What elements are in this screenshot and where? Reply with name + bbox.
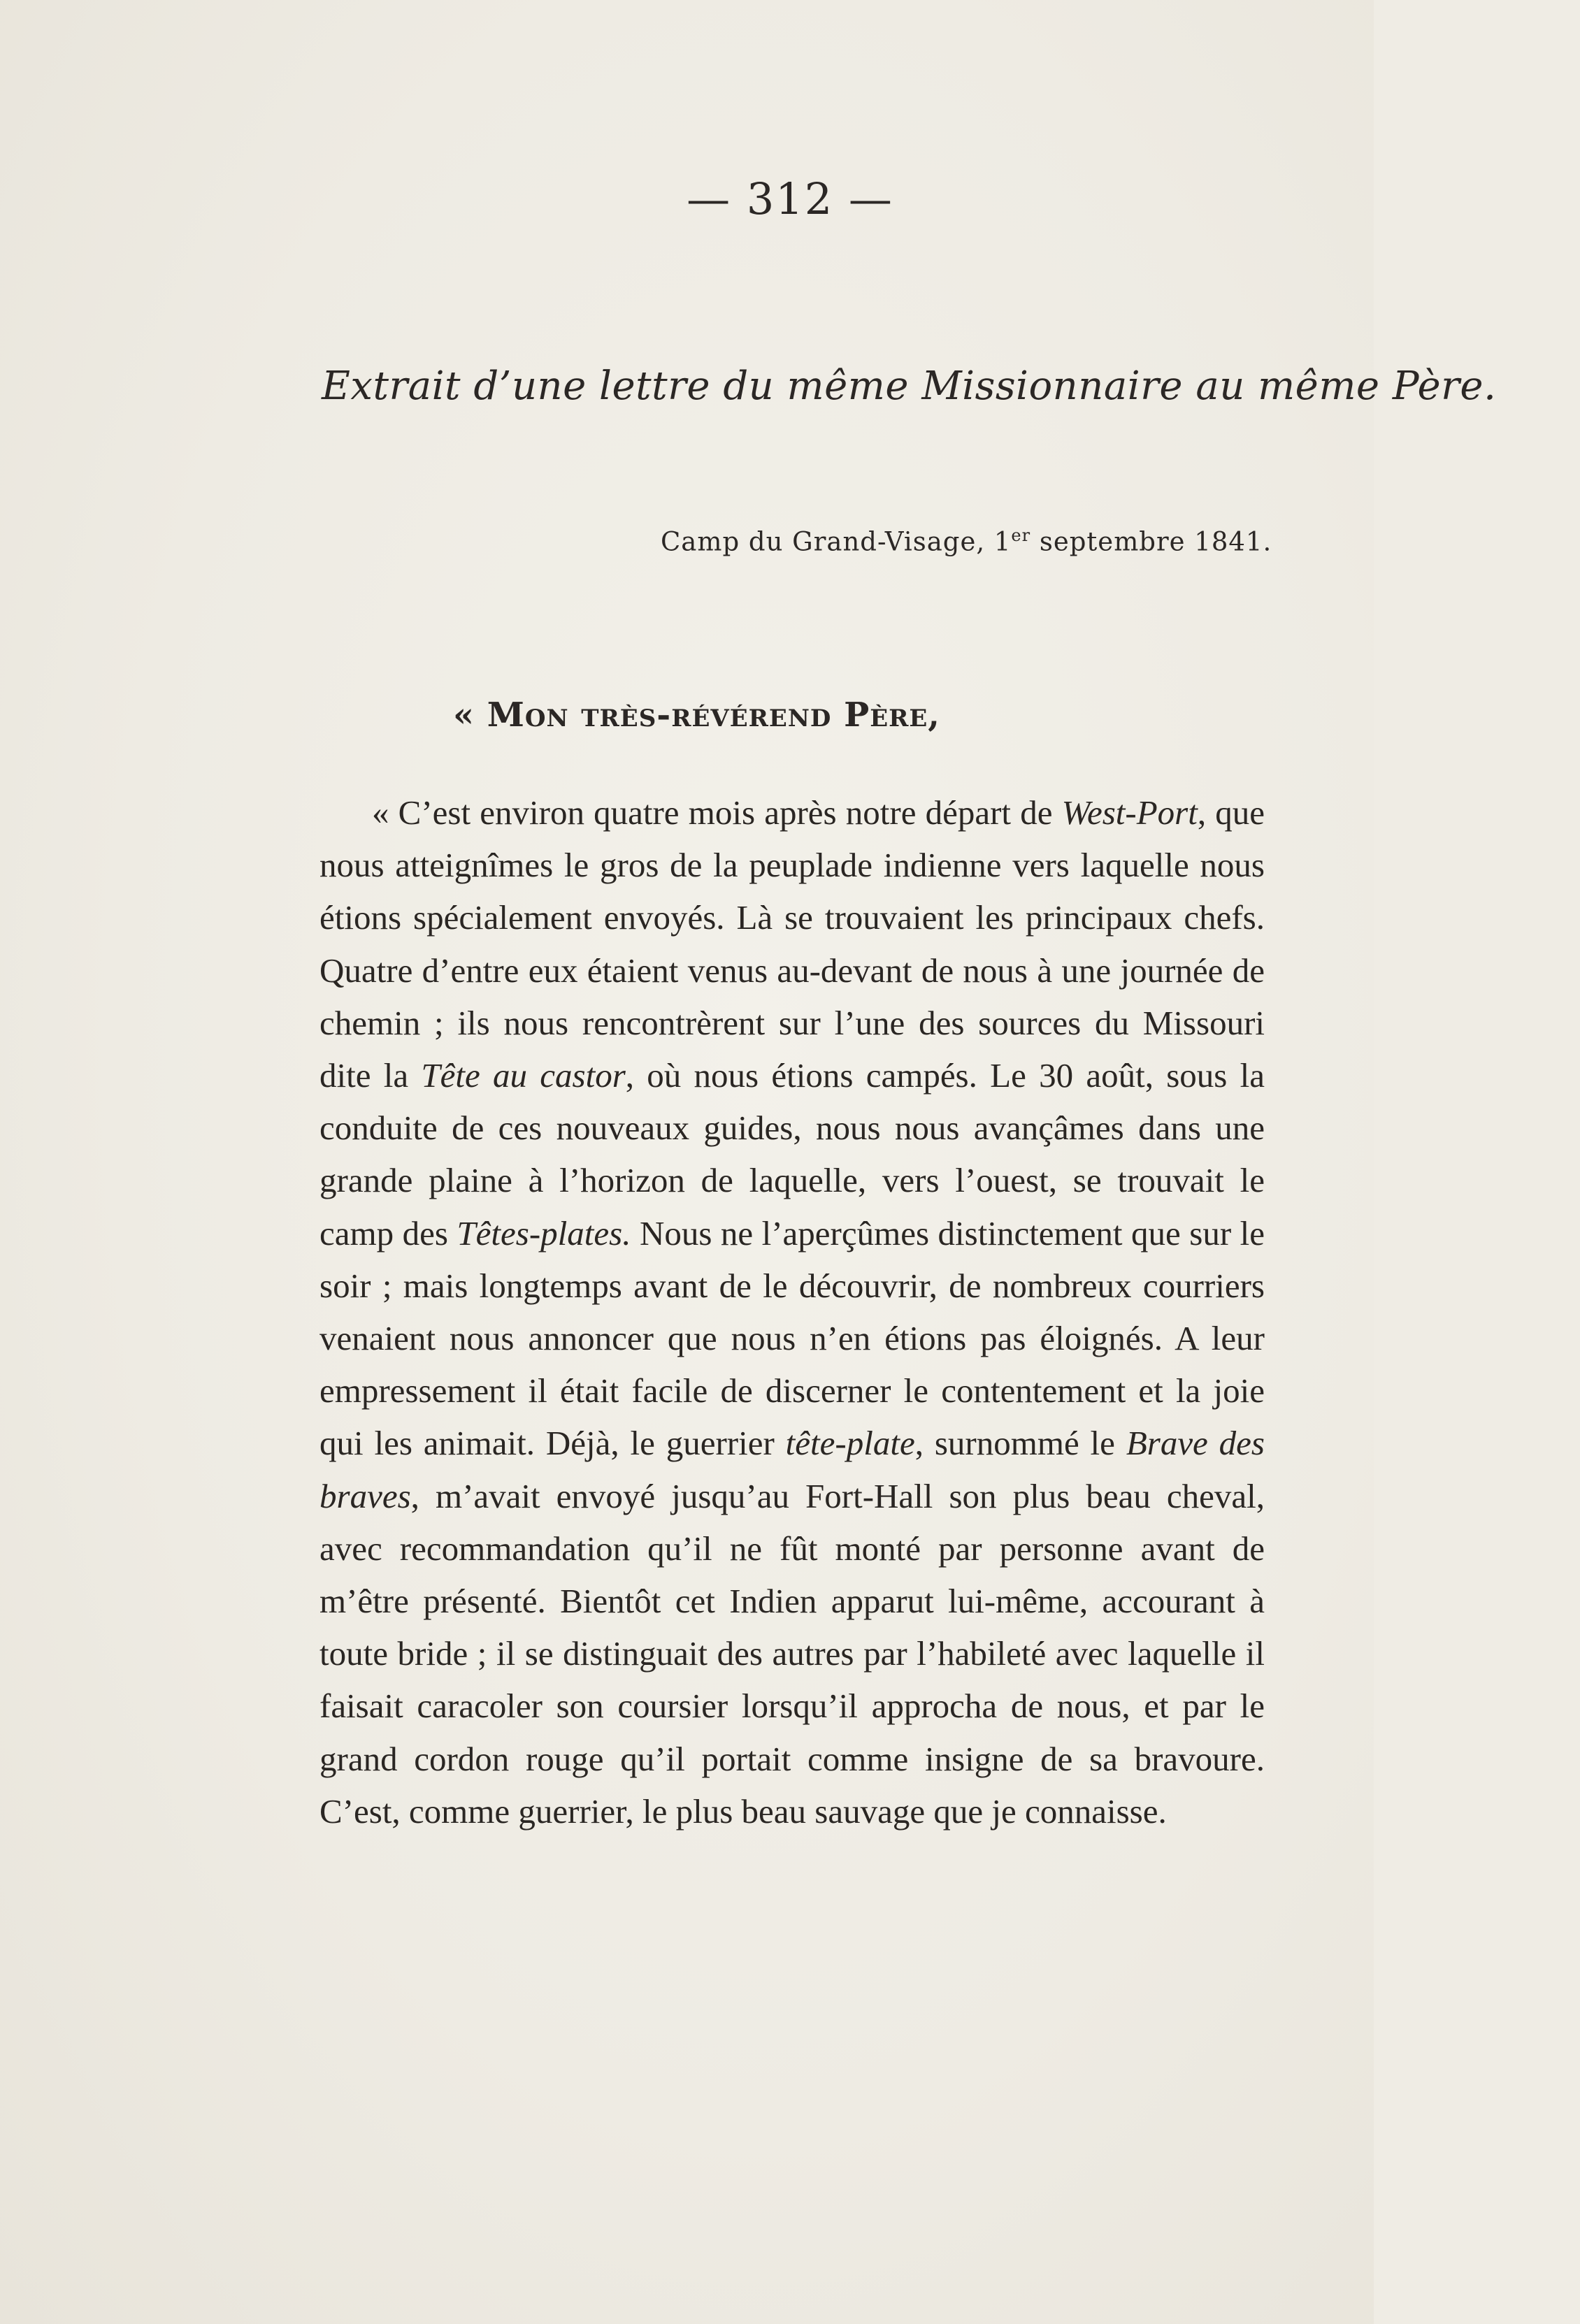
- salutation: « Mon très-révérend Père,: [453, 695, 940, 735]
- body-italic-tetes-plates: Têtes-plates.: [457, 1213, 631, 1253]
- page-number: — 312 —: [687, 173, 893, 224]
- body-text-3: , où nous étions campés. Le 30 août, sous la conduite de ces nouveaux guides, nous nous avançâmes dans une grande plaine à l’horizon de laquelle, vers l’ouest, se trouvait le camp des: [319, 1056, 1265, 1253]
- body-italic-brave-des-braves: Brave des braves: [319, 1424, 1265, 1515]
- body-text-5: , surnommé le: [914, 1424, 1126, 1463]
- body-paragraph: [319, 786, 1265, 1838]
- body-text-4: Nous ne l’aperçûmes distinctement que sur le soir ; mais longtemps avant de le découvrir, de nombreux courriers venaient nous annoncer que nous n’en étions pas éloignés. A leur empressement il était facile de discerner le contentement et la joie qui les animait. Déjà, le guerrier: [319, 1213, 1265, 1463]
- body-italic-tete-plate: tête-plate: [785, 1424, 915, 1463]
- body-italic-west-port: West-Port: [1061, 793, 1198, 832]
- letter-heading: Extrait d’une lettre du même Missionnaire au même Père.: [322, 363, 1497, 409]
- body-italic-tete-au-castor: Tête au castor: [421, 1056, 626, 1095]
- dateline-rest: septembre 1841.: [1030, 526, 1272, 557]
- body-text-1: « C’est environ quatre mois après notre départ de: [372, 793, 1062, 832]
- dateline-ordinal: er: [1011, 526, 1031, 545]
- dateline: [661, 526, 1272, 556]
- dateline-place-date: Camp du Grand-Visage, 1: [661, 526, 1012, 557]
- body-text-2: , que nous atteignîmes le gros de la peuplade indienne vers laquelle nous étions spécialement envoyés. Là se trouvaient les principaux chefs. Quatre d’entre eux étaient venus au-devant de nous à une journée de chemin ; ils nous rencontrèrent sur l’une des sources du Missouri dite la: [319, 793, 1265, 1095]
- body-text-6: , m’avait envoyé jusqu’au Fort-Hall son plus beau cheval, avec recommandation qu’il ne fût monté par personne avant de m’être présenté. Bientôt cet Indien apparut lui-même, accourant à toute bride ; il se distinguait des autres par l’habileté avec laquelle il faisait caracoler son coursier lorsqu’il approcha de nous, et par le grand cordon rouge qu’il portait comme insigne de sa bravoure. C’est, comme guerrier, le plus beau sauvage que je connaisse.: [319, 1476, 1265, 1831]
- letter-body: [319, 786, 1265, 1838]
